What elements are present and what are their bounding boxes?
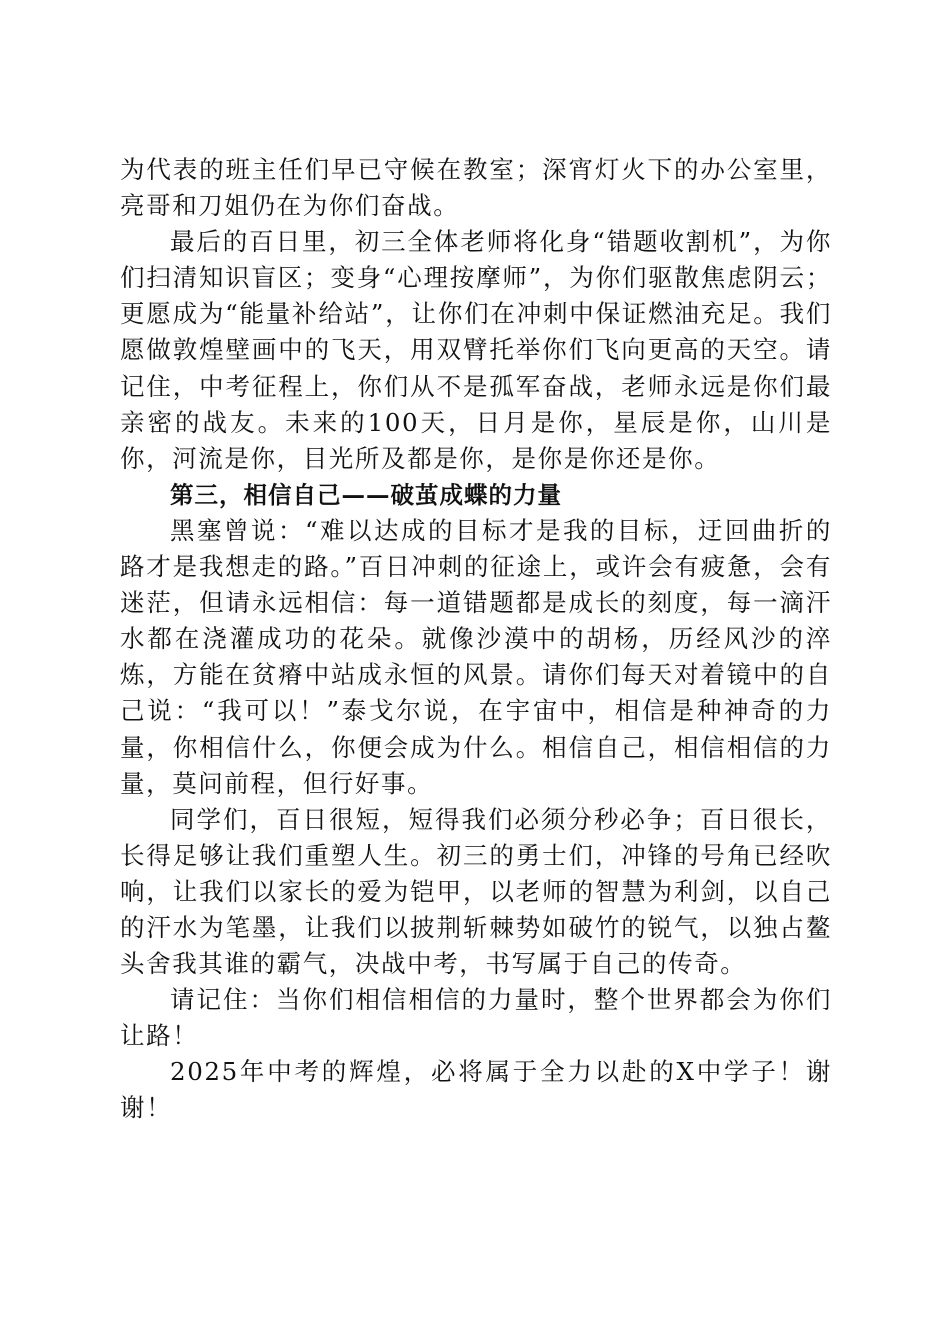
paragraph-hesse-quote: 黑塞曾说：“难以达成的目标才是我的目标，迂回曲折的路才是我想走的路。”百日冲刺的征途上，或许会有疲惫，会有迷茫，但请永远相信：每一道错题都是成长的刻度，每一滴汗水都在浇灌成功的花朵。就像沙漠中的胡杨，历经风沙的淬炼，方能在贫瘠中站成永恒的风景。请你们每天对着镜中的自己说：“我可以！”泰戈尔说，在宇宙中，相信是种神奇的力量，你相信什么，你便会成为什么。相信自己，相信相信的力量，莫问前程，但行好事。 [120,515,832,798]
paragraph-remember: 请记住：当你们相信相信的力量时，整个世界都会为你们让路！ [120,985,832,1051]
paragraph-continuation: 为代表的班主任们早已守候在教室；深宵灯火下的办公室里，亮哥和刀姐仍在为你们奋战。 [120,155,832,221]
paragraph-teachers: 最后的百日里，初三全体老师将化身“错题收割机”，为你们扫清知识盲区；变身“心理按摩师”，为你们驱散焦虑阴云；更愿成为“能量补给站”，让你们在冲刺中保证燃油充足。我们愿做敦煌壁画中的飞天，用双臂托举你们飞向更高的天空。请记住，中考征程上，你们从不是孤军奋战，老师永远是你们最亲密的战友。未来的100天，日月是你，星辰是你，山川是你，河流是你，目光所及都是你，是你是你还是你。 [120,227,832,473]
paragraph-closing: 2025年中考的辉煌，必将属于全力以赴的X中学子！谢谢！ [120,1057,832,1123]
document-body [120,152,832,1127]
section-heading-believe-yourself: 第三，相信自己——破茧成蝶的力量 [170,480,562,509]
paragraph-classmates: 同学们，百日很短，短得我们必须分秒必争；百日很长，长得足够让我们重塑人生。初三的勇士们，冲锋的号角已经吹响，让我们以家长的爱为铠甲，以老师的智慧为利剑，以自己的汗水为笔墨，让我们以披荆斩棘势如破竹的锐气，以独占鳌头舍我其谁的霸气，决战中考，书写属于自己的传奇。 [120,804,832,979]
